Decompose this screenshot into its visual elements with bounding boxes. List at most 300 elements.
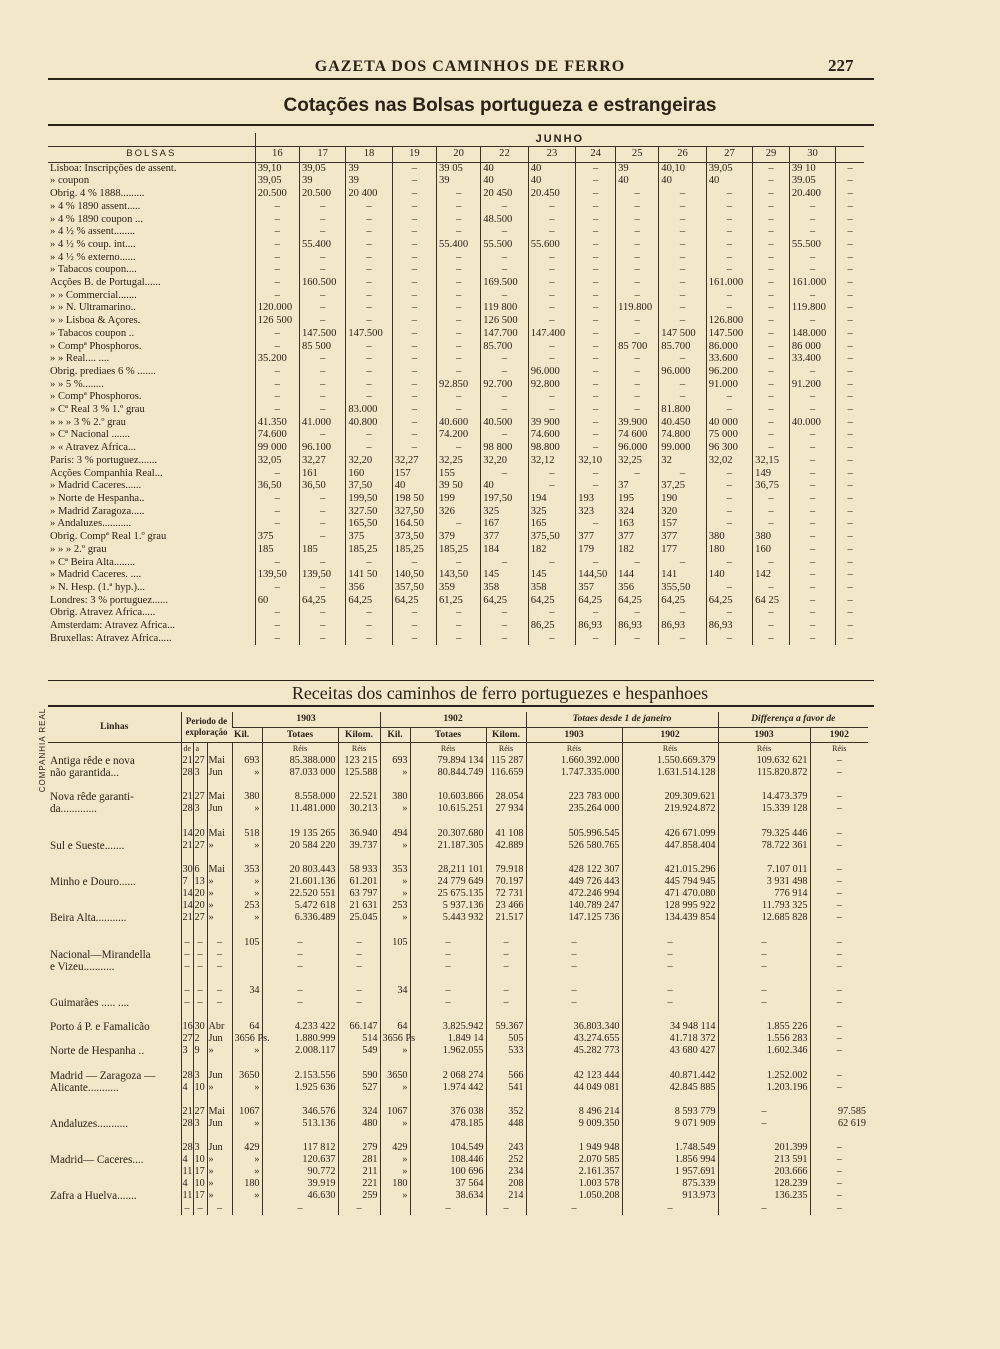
quote-value: 169.500 (481, 277, 528, 290)
receita-value: 21 (182, 755, 193, 767)
quote-value: – (836, 455, 864, 468)
receita-value: 79.894 134 (410, 755, 486, 767)
quote-value: 83.000 (346, 404, 392, 417)
quote-value: 190 (659, 493, 706, 506)
receita-value: – (810, 876, 868, 888)
receita-value: – (526, 985, 622, 997)
receita-value: 5.443 932 (410, 912, 486, 924)
receita-value: 61.201 (338, 876, 380, 888)
quote-value: – (346, 607, 392, 620)
quote-value: – (836, 379, 864, 392)
receita-value: » (232, 840, 262, 852)
date-header: 29 (753, 146, 790, 162)
quote-value: 380 (753, 531, 790, 544)
receita-value: » (232, 1118, 262, 1130)
quote-value: – (528, 391, 575, 404)
quote-value: 185,25 (392, 544, 436, 557)
quote-value: – (836, 518, 864, 531)
receita-value: 3 (193, 1118, 207, 1130)
quote-value: – (659, 468, 706, 481)
quote-value: – (392, 442, 436, 455)
receita-value: 42.889 (486, 840, 526, 852)
unit-reis-7: Réis (718, 743, 810, 756)
receita-value: 42 123 444 (526, 1070, 622, 1082)
quote-row (48, 595, 864, 608)
quote-value: – (346, 633, 392, 646)
receita-value (718, 1009, 810, 1021)
receita-value: 27 (193, 791, 207, 803)
quote-value: 160 (753, 544, 790, 557)
quote-value: 197,50 (481, 493, 528, 506)
quote-value: – (481, 252, 528, 265)
receita-value: 2 (193, 1033, 207, 1045)
receita-value: 281 (338, 1154, 380, 1166)
quote-value: – (836, 582, 864, 595)
receita-value: » (380, 840, 410, 852)
receita-value: 353 (380, 864, 410, 876)
line-name (48, 779, 181, 791)
receita-value: – (338, 949, 380, 961)
quote-value: 375 (346, 531, 392, 544)
receita-value: – (486, 937, 526, 949)
receita-value: 79.918 (486, 864, 526, 876)
quote-value: – (392, 328, 436, 341)
quote-value: – (836, 557, 864, 570)
quote-value: – (576, 239, 616, 252)
quote-value: 96.000 (616, 442, 659, 455)
quote-value: – (528, 201, 575, 214)
receita-value (410, 779, 486, 791)
quote-value: – (436, 620, 480, 633)
receita-value (380, 997, 410, 1009)
line-name: Madrid— Caceres.... (50, 1154, 144, 1167)
receita-value: – (410, 937, 486, 949)
quote-value: – (576, 162, 616, 175)
quote-value: – (255, 226, 299, 239)
receita-value: 3 931 498 (718, 876, 810, 888)
receita-value: 4 (181, 1154, 193, 1166)
quote-value: 64,25 (299, 595, 345, 608)
receita-value (207, 1094, 232, 1106)
receita-value: – (810, 949, 868, 961)
receita-value: 913.973 (622, 1190, 718, 1202)
receita-value: – (207, 937, 232, 949)
receita-value: 590 (338, 1070, 380, 1082)
quote-value: 185,25 (346, 544, 392, 557)
receita-value (380, 949, 410, 961)
quote-value: – (528, 302, 575, 315)
quote-value: 64,25 (392, 595, 436, 608)
quote-value: – (789, 493, 835, 506)
receita-value: 100 696 (410, 1166, 486, 1178)
quote-value: – (753, 633, 790, 646)
receita-value: Jun (207, 803, 232, 815)
receita-value (181, 924, 193, 936)
receita-value (207, 852, 232, 864)
quote-value: – (836, 290, 864, 303)
quote-value: – (789, 531, 835, 544)
receita-value: 3656 Ps (380, 1033, 410, 1045)
quote-value: 179 (576, 544, 616, 557)
receita-value: – (810, 1045, 868, 1057)
receita-value: – (526, 997, 622, 1009)
quote-value: 147.500 (706, 328, 752, 341)
receita-value: 1.747.335.000 (526, 767, 622, 779)
receita-value: – (718, 937, 810, 949)
receita-value: 27 (193, 912, 207, 924)
quote-value: – (576, 290, 616, 303)
quote-value: 161 (299, 468, 345, 481)
quote-value: 143,50 (436, 569, 480, 582)
security-name: » Tabacos coupon .. (50, 327, 135, 339)
receita-value: 21.517 (486, 912, 526, 924)
receita-value: 23 466 (486, 900, 526, 912)
receita-value (232, 1203, 262, 1215)
receita-value: 45.282 773 (526, 1045, 622, 1057)
quote-value: 37 (616, 480, 659, 493)
receita-row (48, 1021, 868, 1033)
quote-value: – (659, 264, 706, 277)
receita-value: 11 (182, 1166, 193, 1178)
quote-row (48, 315, 864, 328)
receita-value: » (232, 1154, 262, 1166)
quote-value: – (753, 264, 790, 277)
quote-value: – (836, 493, 864, 506)
receita-value: – (526, 937, 622, 949)
quote-value: – (346, 264, 392, 277)
receita-value (410, 852, 486, 864)
quote-value: – (255, 277, 299, 290)
quote-value: 85 500 (299, 341, 345, 354)
quote-value: – (836, 442, 864, 455)
quote-value: – (753, 315, 790, 328)
quote-value: – (299, 366, 345, 379)
receita-value: – (810, 1082, 868, 1094)
quote-value: 144 (616, 569, 659, 582)
receita-value: – (810, 961, 868, 973)
receita-value (380, 924, 410, 936)
quote-value: – (753, 239, 790, 252)
receita-value: – (193, 985, 207, 997)
line-name: Sul e Sueste....... (50, 839, 125, 852)
receita-value (207, 1009, 232, 1021)
receita-value: 1.252.002 (718, 1070, 810, 1082)
receita-value: – (338, 937, 380, 949)
receita-value: – (207, 949, 232, 961)
receita-value: 140.789 247 (526, 900, 622, 912)
receita-value: Jun (207, 1142, 232, 1154)
receita-value (207, 1130, 232, 1142)
receita-row (48, 1106, 868, 1118)
quote-value: – (299, 429, 345, 442)
quote-value: – (436, 404, 480, 417)
receita-value (232, 973, 262, 985)
quote-value: – (659, 607, 706, 620)
kil-1902-header: Kil. (380, 728, 410, 743)
receita-row (48, 1009, 868, 1021)
receita-value: – (526, 961, 622, 973)
quote-value: – (436, 226, 480, 239)
page-number: 227 (828, 56, 854, 75)
receita-value: 448 (486, 1118, 526, 1130)
quote-row (48, 557, 864, 570)
receita-value (232, 779, 262, 791)
receita-value: 109.632 621 (718, 755, 810, 767)
receita-value: 380 (232, 791, 262, 803)
receita-value: – (262, 1203, 338, 1215)
quote-value: – (836, 595, 864, 608)
receita-row (48, 912, 868, 924)
receita-value: – (207, 961, 232, 973)
quote-value: 86,93 (576, 620, 616, 633)
receita-value (338, 1130, 380, 1142)
security-name: » 4 ½ % assent........ (50, 226, 136, 238)
receita-value: 8 593 779 (622, 1106, 718, 1118)
quote-value: – (299, 264, 345, 277)
quote-value: – (789, 480, 835, 493)
quote-value: – (753, 341, 790, 354)
quote-value: 32,12 (528, 455, 575, 468)
quote-value: – (789, 595, 835, 608)
receita-value (193, 1057, 207, 1069)
quote-value: 39 10 (789, 162, 835, 175)
receita-value: 90.772 (262, 1166, 338, 1178)
receita-value: 1.880.999 (262, 1033, 338, 1045)
receita-row (48, 1070, 868, 1082)
quote-value: 40 (706, 175, 752, 188)
date-header: 26 (659, 146, 706, 162)
quote-value: – (836, 468, 864, 481)
security-name: » « Atravez Africa... (50, 442, 136, 454)
receita-row (48, 973, 868, 985)
line-name: não garantida... (50, 767, 119, 780)
receita-value: 11 (182, 1190, 193, 1202)
receita-value (622, 1009, 718, 1021)
quote-value: – (836, 391, 864, 404)
quote-row (48, 302, 864, 315)
quote-value: 358 (481, 582, 528, 595)
quote-value: – (616, 391, 659, 404)
receita-value (486, 852, 526, 864)
quote-value: – (528, 404, 575, 417)
quote-value: – (392, 277, 436, 290)
quote-value: – (436, 607, 480, 620)
quote-value: 375,50 (528, 531, 575, 544)
quote-row (48, 328, 864, 341)
receita-value: – (718, 985, 810, 997)
quote-value: – (753, 557, 790, 570)
receita-row (48, 767, 868, 779)
receita-value: » (380, 767, 410, 779)
receita-value: 221 (338, 1178, 380, 1190)
quote-value: 55.500 (481, 239, 528, 252)
receita-value: » (232, 888, 262, 900)
quote-value: 85.700 (659, 341, 706, 354)
quote-value: 55.400 (299, 239, 345, 252)
quote-value: 55.400 (436, 239, 480, 252)
quote-value: – (255, 214, 299, 227)
receita-value: 505.996.545 (526, 828, 622, 840)
receita-value: – (262, 961, 338, 973)
quote-value: 147.700 (481, 328, 528, 341)
quote-value: – (255, 341, 299, 354)
quote-value: – (346, 315, 392, 328)
quote-value: – (436, 366, 480, 379)
quote-value: – (706, 404, 752, 417)
quote-value: – (481, 264, 528, 277)
receita-row (48, 791, 868, 803)
receita-value: 10.603.866 (410, 791, 486, 803)
receita-value (207, 924, 232, 936)
receita-row (48, 1094, 868, 1106)
receita-value: 3650 (380, 1070, 410, 1082)
quote-value: 32,27 (299, 455, 345, 468)
receita-row (48, 937, 868, 949)
quote-value: – (659, 290, 706, 303)
year-1903-header: 1903 (232, 712, 380, 728)
quote-value: 35.200 (255, 353, 299, 366)
quote-value: – (659, 188, 706, 201)
quote-value: 39 (299, 175, 345, 188)
quote-value: – (706, 252, 752, 265)
quote-value: – (392, 239, 436, 252)
quote-value: 324 (616, 506, 659, 519)
quote-value: – (836, 607, 864, 620)
quote-value: – (255, 493, 299, 506)
receita-value (410, 1009, 486, 1021)
quote-value: – (789, 366, 835, 379)
receita-value: – (810, 840, 868, 852)
line-name (48, 1033, 181, 1045)
security-name: » Norte de Hespanha.. (50, 492, 145, 504)
receita-value: » (207, 900, 232, 912)
receita-value: 380 (380, 791, 410, 803)
receita-value: 5.472 618 (262, 900, 338, 912)
receita-value: – (718, 997, 810, 1009)
receita-value (486, 1009, 526, 1021)
receita-row (48, 924, 868, 936)
quote-value: 157 (392, 468, 436, 481)
receita-value: – (193, 937, 207, 949)
quote-value: 64,25 (659, 595, 706, 608)
quote-value: 39 05 (436, 162, 480, 175)
quote-value: – (836, 506, 864, 519)
security-name: » » Lisboa & Açores. (50, 315, 141, 327)
security-name: Obrig. prediaes 6 % ....... (50, 365, 156, 377)
receita-value: 39.737 (338, 840, 380, 852)
receita-value: Mai (207, 755, 232, 767)
receita-value: 108.446 (410, 1154, 486, 1166)
receita-value: – (207, 997, 232, 1009)
security-name: » 4 % 1890 coupon ... (50, 213, 143, 225)
receita-value (338, 1009, 380, 1021)
line-name (48, 888, 181, 900)
quote-value: 147.500 (346, 328, 392, 341)
receita-value: – (410, 961, 486, 973)
receita-value (232, 852, 262, 864)
quote-row (48, 226, 864, 239)
quote-value: 36,50 (299, 480, 345, 493)
receita-value: 43 680 427 (622, 1045, 718, 1057)
quote-value: – (299, 379, 345, 392)
quote-value: – (255, 290, 299, 303)
quote-value: – (392, 290, 436, 303)
receita-value: Abr (207, 1021, 232, 1033)
receita-value: 1.003 578 (526, 1178, 622, 1190)
receita-value (410, 816, 486, 828)
line-name: Zafra a Huelva....... (50, 1190, 137, 1203)
periodo-header: Periodo de exploração (181, 712, 232, 743)
receita-value: 4 (181, 1178, 193, 1190)
receita-value (181, 1009, 193, 1021)
receita-value: 147.125 736 (526, 912, 622, 924)
receita-value (380, 1094, 410, 1106)
quote-value: – (481, 429, 528, 442)
receita-value: – (181, 937, 193, 949)
receita-value (380, 816, 410, 828)
quote-value: – (346, 341, 392, 354)
receita-value: 5 937.136 (410, 900, 486, 912)
receita-value: 30.213 (338, 803, 380, 815)
quote-value: 32,25 (436, 455, 480, 468)
quote-value: 40 (616, 175, 659, 188)
receita-value: 21.187.305 (410, 840, 486, 852)
quote-value: 64,25 (528, 595, 575, 608)
quote-value: 147.400 (528, 328, 575, 341)
security-name: » Cª Nacional ....... (50, 429, 131, 441)
receita-value: 11.793 325 (718, 900, 810, 912)
quote-row (48, 544, 864, 557)
receita-value: 21.601.136 (262, 876, 338, 888)
receita-value: 2 068 274 (410, 1070, 486, 1082)
receita-value (181, 1130, 193, 1142)
quote-value: 74.800 (659, 429, 706, 442)
quote-value: – (576, 201, 616, 214)
quote-value: – (255, 379, 299, 392)
kilom-1903-header: Kilom. (338, 728, 380, 743)
date-header: 19 (392, 146, 436, 162)
receita-row (48, 961, 868, 973)
line-name: Beira Alta........... (50, 912, 127, 925)
receita-value (810, 1057, 868, 1069)
quote-value: 39,05 (255, 175, 299, 188)
receita-value: 37 564 (410, 1178, 486, 1190)
receita-value (622, 816, 718, 828)
receita-value: Mai (207, 828, 232, 840)
receita-value: 105 (380, 937, 410, 949)
quote-value: – (706, 480, 752, 493)
quote-row (48, 366, 864, 379)
bolsas-table (48, 133, 864, 645)
receita-value: 30 (193, 1021, 207, 1033)
quote-value: – (481, 391, 528, 404)
line-name: Guimarães ..... .... (50, 996, 130, 1009)
receita-value: 72 731 (486, 888, 526, 900)
quote-value: 325 (528, 506, 575, 519)
receita-value: 3650 (232, 1070, 262, 1082)
receita-value: – (526, 949, 622, 961)
receita-value: 526 580.765 (526, 840, 622, 852)
quote-value: – (392, 404, 436, 417)
receita-value: 1.602.346 (718, 1045, 810, 1057)
quote-value: – (576, 557, 616, 570)
quote-value: 75 000 (706, 429, 752, 442)
quote-value: – (659, 353, 706, 366)
quote-value: – (528, 341, 575, 354)
quote-value: – (346, 302, 392, 315)
quote-value: – (392, 302, 436, 315)
receita-value: 27 (193, 755, 207, 767)
